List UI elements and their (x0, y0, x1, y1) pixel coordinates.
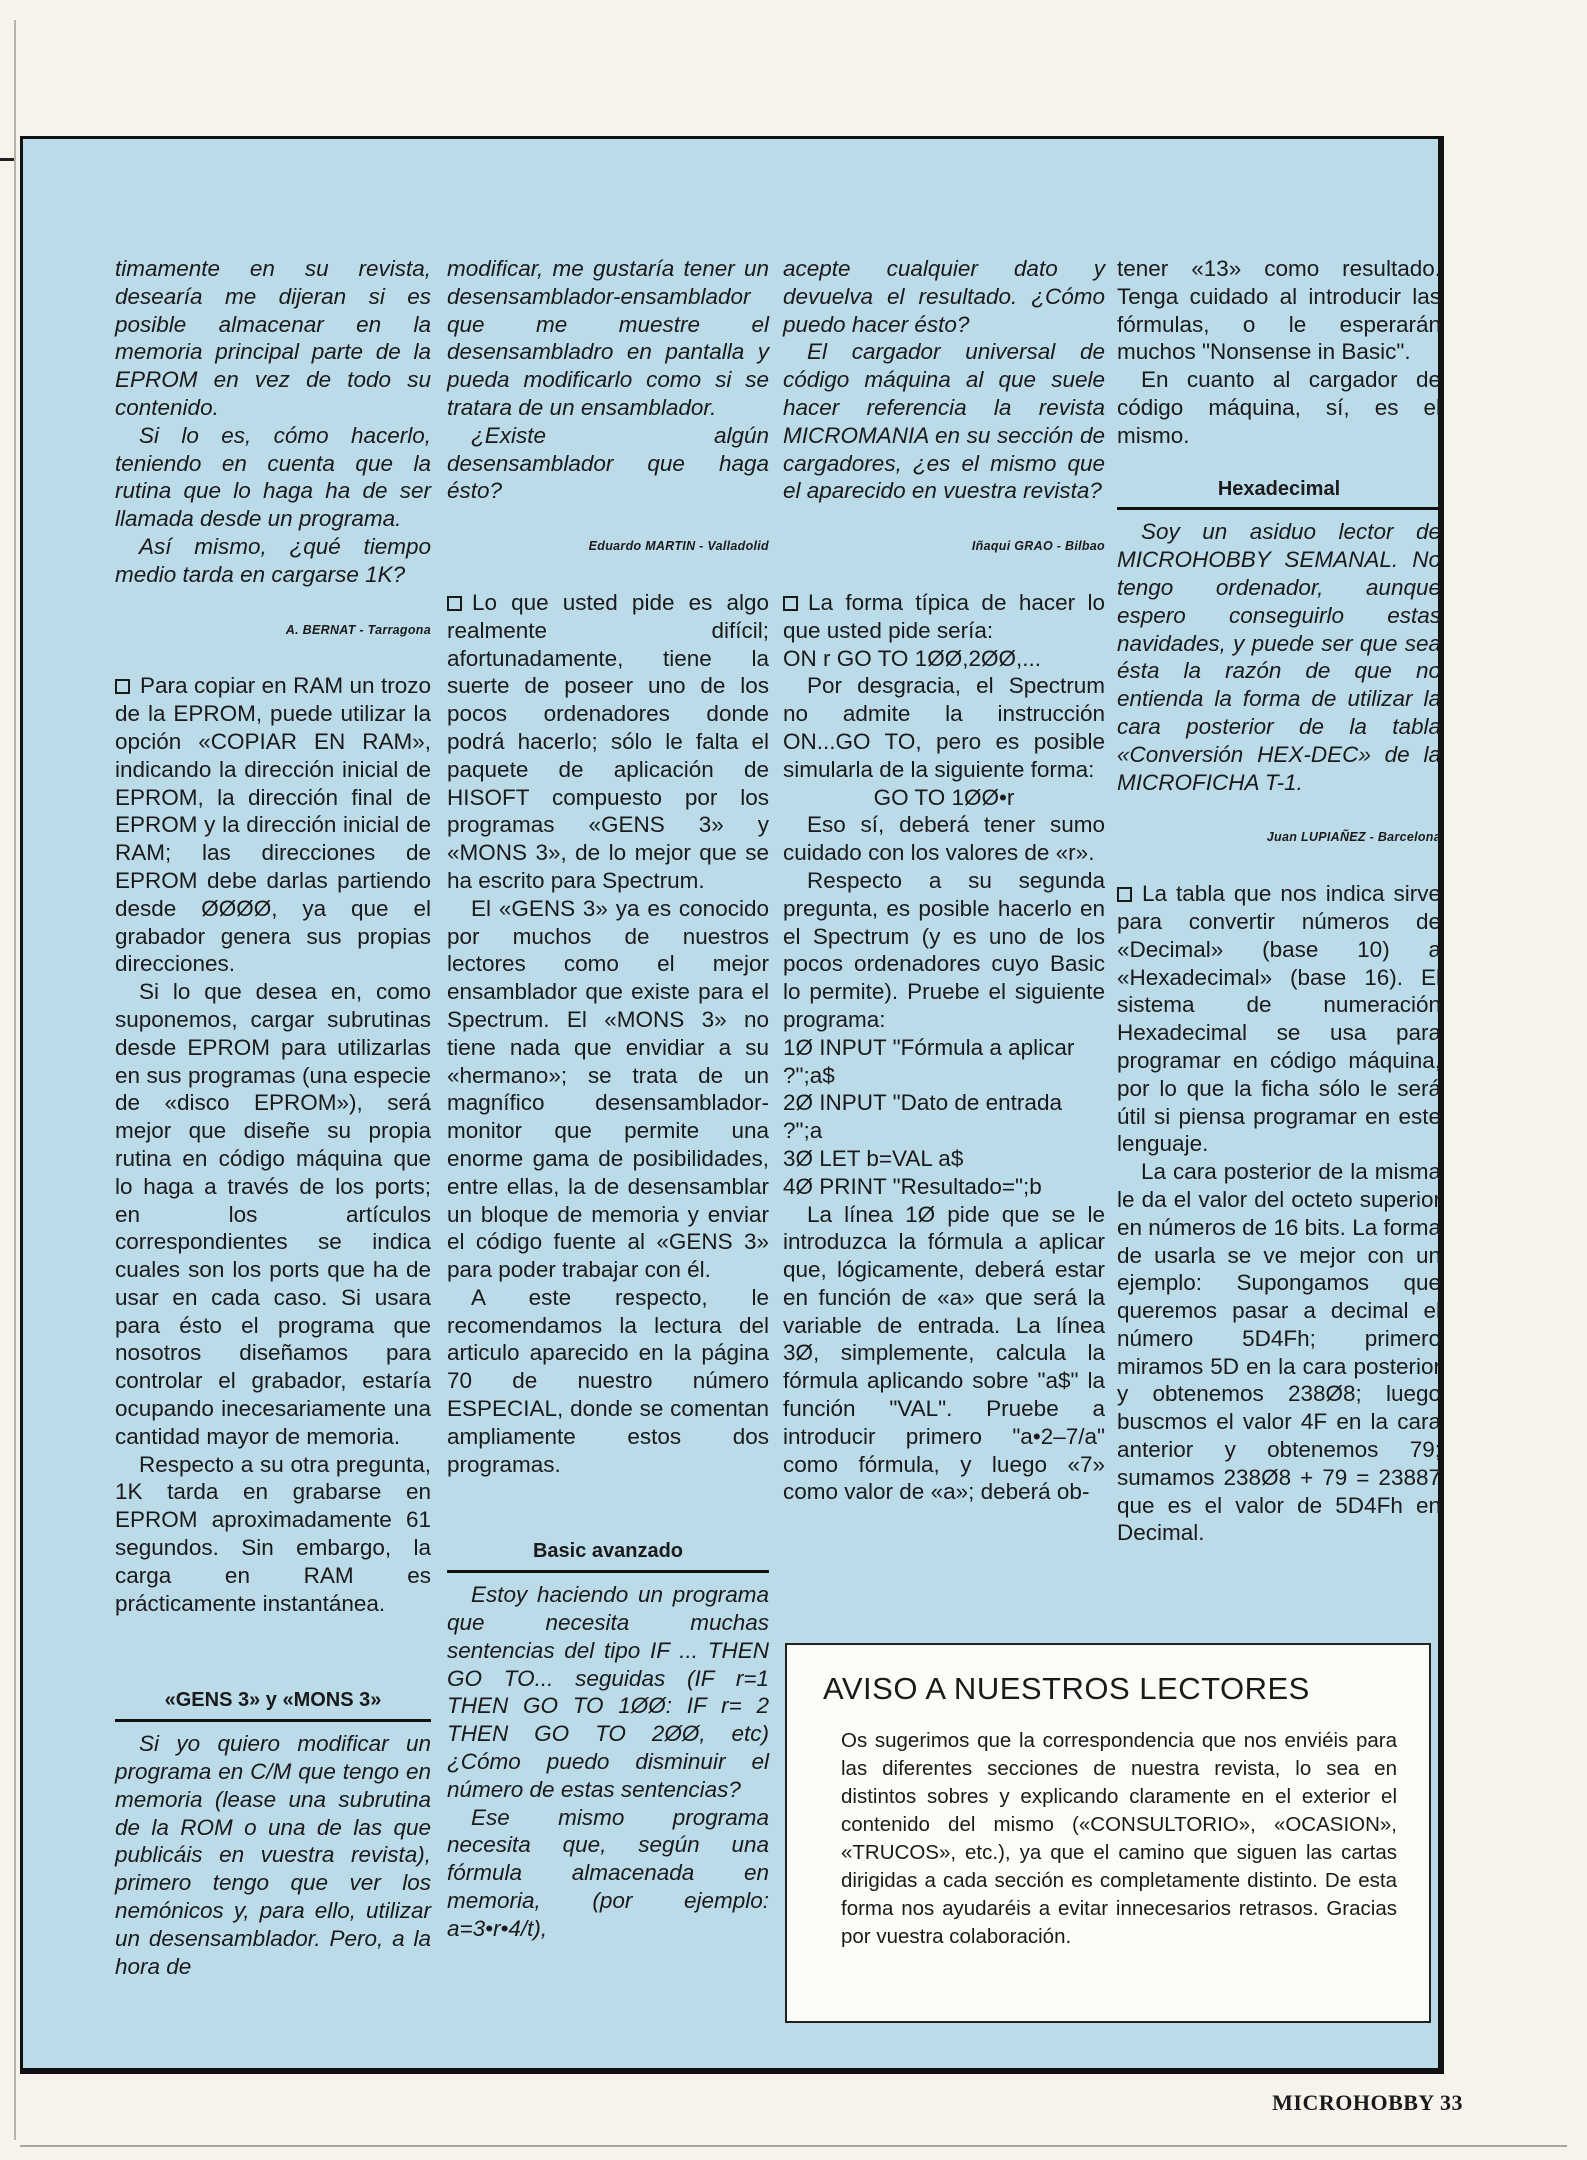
section-heading: Hexadecimal (1117, 476, 1441, 511)
consultorio-panel (20, 136, 1444, 2074)
question-text: Si yo quiero modificar un programa en C/M que tengo en memoria (lease una subrutina de la ROM o una de las que publicáis en vuestra revista), primero tengo que ver los nemónicos y, para ello, utilizar un desensamblador. Pero, a la hora de (115, 1731, 431, 1979)
section-heading: «GENS 3» y «MONS 3» (115, 1687, 431, 1722)
answer-box-icon (115, 679, 130, 694)
column-4 (1117, 255, 1441, 1547)
code-line: 1Ø INPUT "Fórmula a aplicar ?";a$ (783, 1034, 1075, 1088)
reader-signature: Iñaqui GRAO - Bilbao (971, 539, 1105, 554)
reader-signature: Eduardo MARTIN - Valladolid (588, 539, 769, 554)
column-1 (115, 255, 431, 1980)
code-line: 4Ø PRINT "Resultado=";b (783, 1173, 1042, 1199)
code-line: 2Ø INPUT "Dato de entrada ?";a (783, 1090, 1062, 1144)
binding-edge-tick (0, 158, 14, 161)
answer-text: La línea 1Ø pide que se le introduzca la fórmula a aplicar que, lógicamente, deberá estar en función de «a» que será la variable de entrada. La línea 3Ø, simplemente, calcula la fórmula aplicando sobre "a$" la función "VAL". Pruebe a introducir primero "a•2–7/a" como fórmula, y luego «7» como valor de «a»; deberá ob- (783, 1201, 1105, 1505)
answer-text: Si lo que desea en, como suponemos, cargar subrutinas desde EPROM para utilizarlas en sus programas (una especie de «disco EPROM»), será mejor que diseñe su propia rutina en código máquina que lo haga a través de los ports; en los artículos correspondientes se indica cuales son los ports que ha de usar en cada caso. Si usara para ésto el programa que nosotros diseñamos para controlar el grabador, estaría ocupando inecesariamente una cantidad mayor de memoria. (115, 979, 431, 1449)
answer-box-icon (783, 596, 798, 611)
bottom-rule (20, 2145, 1567, 2147)
answer-text: Lo que usted pide es algo realmente difícil; afortunadamente, tiene la suerte de poseer uno de los pocos ordenadores donde podrá hacerlo; sólo le falta el paquete de aplicación de HISOFT compuesto por los programas «GENS 3» y «MONS 3», de lo mejor que se ha escrito para Spectrum. (447, 589, 769, 893)
answer-text: La cara posterior de la misma le da el valor del octeto superior en números de 16 bits. La forma de usarla se ve mejor con un ejemplo: Supongamos que queremos pasar a decimal el número 5D4Fh; primero miramos 5D en la cara posterior y obtenemos 238Ø8; luego buscmos el valor 4F en la cara anterior y obtenemos 79; sumamos 238Ø8 + 79 = 23887 que es el valor de 5D4Fh en Decimal. (1117, 1159, 1441, 1546)
question-text: Ese mismo programa necesita que, según una fórmula almacenada en memoria, (por ejemplo: a=3•r•4/t), (447, 1804, 769, 1941)
answer-text: Respecto a su segunda pregunta, es posible hacerlo en el Spectrum (y es uno de los pocos ordenadores cuyo Basic lo permite). Pruebe el siguiente programa: (783, 867, 1105, 1032)
question-text: Soy un asiduo lector de MICROHOBBY SEMANAL. No tengo ordenador, aunque espero conseguirlo estas navidades, y puede ser que sea ésta la razón de que no entienda la forma de utilizar la cara posterior de la tabla «Conversión HEX-DEC» de la MICROFICHA T-1. (1117, 519, 1441, 795)
notice-body: Os sugerimos que la correspondencia que nos enviéis para las diferentes secciones de nuestra revista, lo sea en distintos sobres y explicando claramente en el exterior el contenido del mismo («CONSULTORIO», «OCASION», «TRUCOS», etc.), ya que el camino que siguen las cartas dirigidas a cada sección es completamente distinto. De esta forma nos ayudaréis a evitar innecesarios retrasos. Gracias por vuestra colaboración. (841, 1729, 1397, 1948)
code-line: 3Ø LET b=VAL a$ (783, 1145, 964, 1171)
notice-box (785, 1643, 1431, 2023)
binding-edge-line (14, 20, 16, 2140)
question-text: ¿Existe algún desensamblador que haga ésto? (447, 422, 769, 504)
column-2 (447, 255, 769, 1943)
answer-text: Por desgracia, el Spectrum no admite la instrucción ON...GO TO, pero es posible simularla de la siguiente forma: (783, 673, 1105, 782)
reader-signature: Juan LUPIAÑEZ - Barcelona (1266, 830, 1441, 845)
notice-title: AVISO A NUESTROS LECTORES (823, 1671, 1310, 1706)
answer-text: El «GENS 3» ya es conocido por muchos de nuestros lectores como el mejor ensamblador que existe para el Spectrum. El «MONS 3» no tiene nada que envidiar a su «hermano»; se trata de un magnífico desensamblador-monitor que permite una enorme gama de posibilidades, entre ellas, la de desensamblar un bloque de memoria y enviar el código fuente al «GENS 3» para poder trabajar con él. (447, 895, 769, 1283)
magazine-name: MICROHOBBY (1272, 2090, 1434, 2115)
question-text: Si lo es, cómo hacerlo, teniendo en cuenta que la rutina que lo haga ha de ser llamada desde un programa. (115, 422, 431, 532)
page-number: 33 (1440, 2090, 1463, 2115)
question-text: timamente en su revista, desearía me dijeran si es posible almacenar en la memoria principal parte de la EPROM en vez de todo su contenido. (115, 256, 431, 420)
answer-text: Para copiar en RAM un trozo de la EPROM, puede utilizar la opción «COPIAR EN RAM», indicando la dirección inicial de EPROM, la dirección final de EPROM y la dirección inicial de RAM; las direcciones de EPROM debe darlas partiendo desde ØØØØ, ya que el grabador genera sus propias direcciones. (115, 673, 431, 977)
reader-signature: A. BERNAT - Tarragona (285, 622, 431, 637)
question-text: El cargador universal de código máquina al que suele hacer referencia la revista MICROMANIA en su sección de cargadores, ¿es el mismo que el aparecido en vuestra revista? (783, 339, 1105, 504)
question-text: Estoy haciendo un programa que necesita muchas sentencias del tipo IF ... THEN GO TO... seguidas (IF r=1 THEN GO TO 1ØØ: IF r= 2 THEN GO TO 2ØØ, etc) ¿Cómo puedo disminuir el número de estas sentencias? (447, 1582, 769, 1802)
code-line: GO TO 1ØØ•r (873, 784, 1015, 810)
answer-text: tener «13» como resultado. Tenga cuidado al introducir las fórmulas, o le esperarán muchos "Nonsense in Basic". (1117, 256, 1441, 365)
code-line: ON r GO TO 1ØØ,2ØØ,... (783, 645, 1041, 671)
question-text: Así mismo, ¿qué tiempo medio tarda en cargarse 1K? (115, 533, 431, 587)
answer-text: Eso sí, deberá tener sumo cuidado con los valores de «r». (783, 812, 1105, 866)
section-heading: Basic avanzado (447, 1538, 769, 1573)
page-footer (1272, 2090, 1463, 2116)
question-text: modificar, me gustaría tener un desensamblador-ensamblador que me muestre el desensambladro en pantalla y pueda modificarlo como si se tratara de un ensamblador. (447, 256, 769, 420)
answer-text: En cuanto al cargador de código máquina, sí, es el mismo. (1117, 367, 1441, 448)
answer-text: Respecto a su otra pregunta, 1K tarda en grabarse en EPROM aproximadamente 61 segundos. Sin embargo, la carga en RAM es prácticamente instantánea. (115, 1451, 431, 1616)
question-text: acepte cualquier dato y devuelva el resultado. ¿Cómo puedo hacer ésto? (783, 256, 1105, 337)
answer-box-icon (447, 596, 462, 611)
answer-text: La tabla que nos indica sirve para convertir números de «Decimal» (base 10) a «Hexadecimal» (base 16). El sistema de numeración Hexadecimal se usa para programar en código máquina, por lo que la ficha sólo le será útil si piensa programar en este lenguaje. (1117, 881, 1441, 1157)
answer-text: A este respecto, le recomendamos la lectura del articulo aparecido en la página 70 de nuestro número ESPECIAL, donde se comentan ampliamente estos dos programas. (447, 1284, 769, 1477)
answer-text: La forma típica de hacer lo que usted pide sería: (783, 589, 1105, 643)
answer-box-icon (1117, 887, 1132, 902)
column-3 (783, 255, 1105, 1506)
